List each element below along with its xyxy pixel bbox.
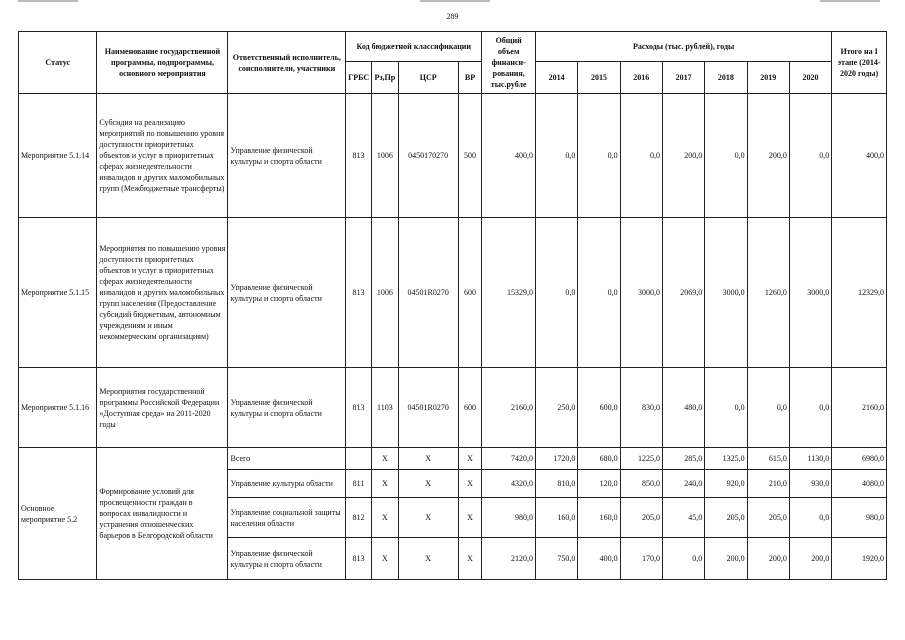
rzpr-cell: X bbox=[371, 498, 398, 538]
header-year: 2014 bbox=[536, 62, 578, 94]
vr-cell: X bbox=[458, 448, 482, 470]
grbs-cell bbox=[346, 448, 372, 470]
responsible-cell: Всего bbox=[228, 448, 346, 470]
name-cell: Мероприятия по повышению уровня доступности приоритетных объектов и услуг в приоритетных сферах жизнедеятельности инвалидов и других маломобильных групп населения (Предоставление субсидий бюджетным, автономным учреждениям и иным некоммерческим организациям) bbox=[97, 218, 228, 368]
header-expenses: Расходы (тыс. рублей), годы bbox=[536, 32, 832, 62]
csr-cell: X bbox=[398, 498, 458, 538]
year-cell: 200,0 bbox=[747, 538, 789, 580]
status-cell: Мероприятие 5.1.15 bbox=[19, 218, 97, 368]
year-cell: 285,0 bbox=[662, 448, 704, 470]
header-year: 2020 bbox=[789, 62, 831, 94]
itogo-cell: 1920,0 bbox=[832, 538, 887, 580]
vr-cell: X bbox=[458, 498, 482, 538]
itogo-cell: 6980,0 bbox=[832, 448, 887, 470]
year-cell: 210,0 bbox=[747, 470, 789, 498]
itogo-cell: 400,0 bbox=[832, 94, 887, 218]
responsible-cell: Управление физической культуры и спорта области bbox=[228, 538, 346, 580]
year-cell: 830,0 bbox=[620, 368, 662, 448]
rzpr-cell: 1006 bbox=[371, 218, 398, 368]
total-cell: 7420,0 bbox=[482, 448, 536, 470]
header-year: 2018 bbox=[705, 62, 747, 94]
year-cell: 0,0 bbox=[578, 94, 620, 218]
total-cell: 2120,0 bbox=[482, 538, 536, 580]
total-cell: 980,0 bbox=[482, 498, 536, 538]
status-cell: Мероприятие 5.1.16 bbox=[19, 368, 97, 448]
header-rzpr: Рз,Пр bbox=[371, 62, 398, 94]
itogo-cell: 4080,0 bbox=[832, 470, 887, 498]
year-cell: 810,0 bbox=[536, 470, 578, 498]
rzpr-cell: X bbox=[371, 470, 398, 498]
grbs-cell: 813 bbox=[346, 538, 372, 580]
grbs-cell: 813 bbox=[346, 94, 372, 218]
scan-artifact-rule bbox=[820, 0, 880, 2]
scan-artifact-rule bbox=[420, 0, 490, 2]
table-row bbox=[19, 368, 887, 448]
rzpr-cell: 1006 bbox=[371, 94, 398, 218]
grbs-cell: 812 bbox=[346, 498, 372, 538]
year-cell: 1225,0 bbox=[620, 448, 662, 470]
csr-cell: 0450170270 bbox=[398, 94, 458, 218]
year-cell: 750,0 bbox=[536, 538, 578, 580]
csr-cell: X bbox=[398, 538, 458, 580]
grbs-cell: 813 bbox=[346, 218, 372, 368]
rzpr-cell: X bbox=[371, 448, 398, 470]
table-row bbox=[19, 94, 887, 218]
year-cell: 240,0 bbox=[662, 470, 704, 498]
csr-cell: X bbox=[398, 448, 458, 470]
table-row bbox=[19, 448, 887, 470]
year-cell: 250,0 bbox=[536, 368, 578, 448]
year-cell: 170,0 bbox=[620, 538, 662, 580]
year-cell: 920,0 bbox=[705, 470, 747, 498]
header-name: Наименование государственной программы, подпрограммы, основного мероприятия bbox=[97, 32, 228, 94]
year-cell: 0,0 bbox=[789, 368, 831, 448]
year-cell: 0,0 bbox=[789, 94, 831, 218]
header-year: 2017 bbox=[662, 62, 704, 94]
year-cell: 205,0 bbox=[747, 498, 789, 538]
year-cell: 200,0 bbox=[705, 538, 747, 580]
header-year: 2015 bbox=[578, 62, 620, 94]
header-responsible: Ответственный исполнитель, соисполнители, участники bbox=[228, 32, 346, 94]
year-cell: 120,0 bbox=[578, 470, 620, 498]
year-cell: 1325,0 bbox=[705, 448, 747, 470]
status-cell: Мероприятие 5.1.14 bbox=[19, 94, 97, 218]
csr-cell: 04501R0270 bbox=[398, 218, 458, 368]
responsible-cell: Управление культуры области bbox=[228, 470, 346, 498]
itogo-cell: 980,0 bbox=[832, 498, 887, 538]
header-vr: ВР bbox=[458, 62, 482, 94]
year-cell: 200,0 bbox=[747, 94, 789, 218]
year-cell: 0,0 bbox=[620, 94, 662, 218]
year-cell: 160,0 bbox=[536, 498, 578, 538]
header-status: Статус bbox=[19, 32, 97, 94]
itogo-cell: 2160,0 bbox=[832, 368, 887, 448]
year-cell: 850,0 bbox=[620, 470, 662, 498]
year-cell: 0,0 bbox=[536, 218, 578, 368]
year-cell: 615,0 bbox=[747, 448, 789, 470]
header-year: 2019 bbox=[747, 62, 789, 94]
year-cell: 0,0 bbox=[705, 368, 747, 448]
name-cell: Формирование условий для просвещенности граждан в вопросах инвалидности и устранения отношенческих барьеров в Белгородской области bbox=[97, 448, 228, 580]
grbs-cell: 811 bbox=[346, 470, 372, 498]
year-cell: 0,0 bbox=[747, 368, 789, 448]
vr-cell: 500 bbox=[458, 94, 482, 218]
header-year: 2016 bbox=[620, 62, 662, 94]
header-total-volume: Общий объем финанси-рования, тыс.рубле bbox=[482, 32, 536, 94]
year-cell: 200,0 bbox=[662, 94, 704, 218]
year-cell: 1130,0 bbox=[789, 448, 831, 470]
total-cell: 15329,0 bbox=[482, 218, 536, 368]
responsible-cell: Управление физической культуры и спорта области bbox=[228, 368, 346, 448]
responsible-cell: Управление физической культуры и спорта области bbox=[228, 94, 346, 218]
table-row bbox=[19, 218, 887, 368]
vr-cell: X bbox=[458, 470, 482, 498]
table-header bbox=[19, 32, 887, 94]
year-cell: 3000,0 bbox=[789, 218, 831, 368]
year-cell: 3000,0 bbox=[705, 218, 747, 368]
header-budget-code: Код бюджетной классификации bbox=[346, 32, 482, 62]
total-cell: 4320,0 bbox=[482, 470, 536, 498]
total-cell: 400,0 bbox=[482, 94, 536, 218]
year-cell: 930,0 bbox=[789, 470, 831, 498]
year-cell: 0,0 bbox=[789, 498, 831, 538]
budget-table bbox=[18, 31, 887, 580]
year-cell: 0,0 bbox=[578, 218, 620, 368]
year-cell: 480,0 bbox=[662, 368, 704, 448]
name-cell: Субсидия на реализацию мероприятий по повышению уровня доступности приоритетных объектов и услуг в приоритетных сферах жизнедеятельности инвалидов и других маломобильных групп (Межбюджетные трансферты) bbox=[97, 94, 228, 218]
year-cell: 400,0 bbox=[578, 538, 620, 580]
year-cell: 205,0 bbox=[705, 498, 747, 538]
csr-cell: X bbox=[398, 470, 458, 498]
year-cell: 205,0 bbox=[620, 498, 662, 538]
csr-cell: 04501R0270 bbox=[398, 368, 458, 448]
year-cell: 0,0 bbox=[662, 538, 704, 580]
vr-cell: X bbox=[458, 538, 482, 580]
rzpr-cell: 1103 bbox=[371, 368, 398, 448]
page-number: 289 bbox=[446, 12, 459, 21]
header-itogo: Итого на I этапе (2014-2020 годы) bbox=[832, 32, 887, 94]
responsible-cell: Управление социальной защиты населения области bbox=[228, 498, 346, 538]
year-cell: 160,0 bbox=[578, 498, 620, 538]
header-csr: ЦСР bbox=[398, 62, 458, 94]
year-cell: 2069,0 bbox=[662, 218, 704, 368]
name-cell: Мероприятия государственной программы Российской Федерации «Доступная среда» на 2011-2020 годы bbox=[97, 368, 228, 448]
year-cell: 45,0 bbox=[662, 498, 704, 538]
scan-artifact-rule bbox=[18, 0, 78, 2]
year-cell: 680,0 bbox=[578, 448, 620, 470]
vr-cell: 600 bbox=[458, 218, 482, 368]
year-cell: 1260,0 bbox=[747, 218, 789, 368]
itogo-cell: 12329,0 bbox=[832, 218, 887, 368]
year-cell: 3000,0 bbox=[620, 218, 662, 368]
year-cell: 0,0 bbox=[536, 94, 578, 218]
vr-cell: 600 bbox=[458, 368, 482, 448]
year-cell: 600,0 bbox=[578, 368, 620, 448]
header-grbs: ГРБС bbox=[346, 62, 372, 94]
rzpr-cell: X bbox=[371, 538, 398, 580]
grbs-cell: 813 bbox=[346, 368, 372, 448]
year-cell: 1720,0 bbox=[536, 448, 578, 470]
year-cell: 200,0 bbox=[789, 538, 831, 580]
responsible-cell: Управление физической культуры и спорта области bbox=[228, 218, 346, 368]
year-cell: 0,0 bbox=[705, 94, 747, 218]
total-cell: 2160,0 bbox=[482, 368, 536, 448]
status-cell: Основное мероприятие 5.2 bbox=[19, 448, 97, 580]
